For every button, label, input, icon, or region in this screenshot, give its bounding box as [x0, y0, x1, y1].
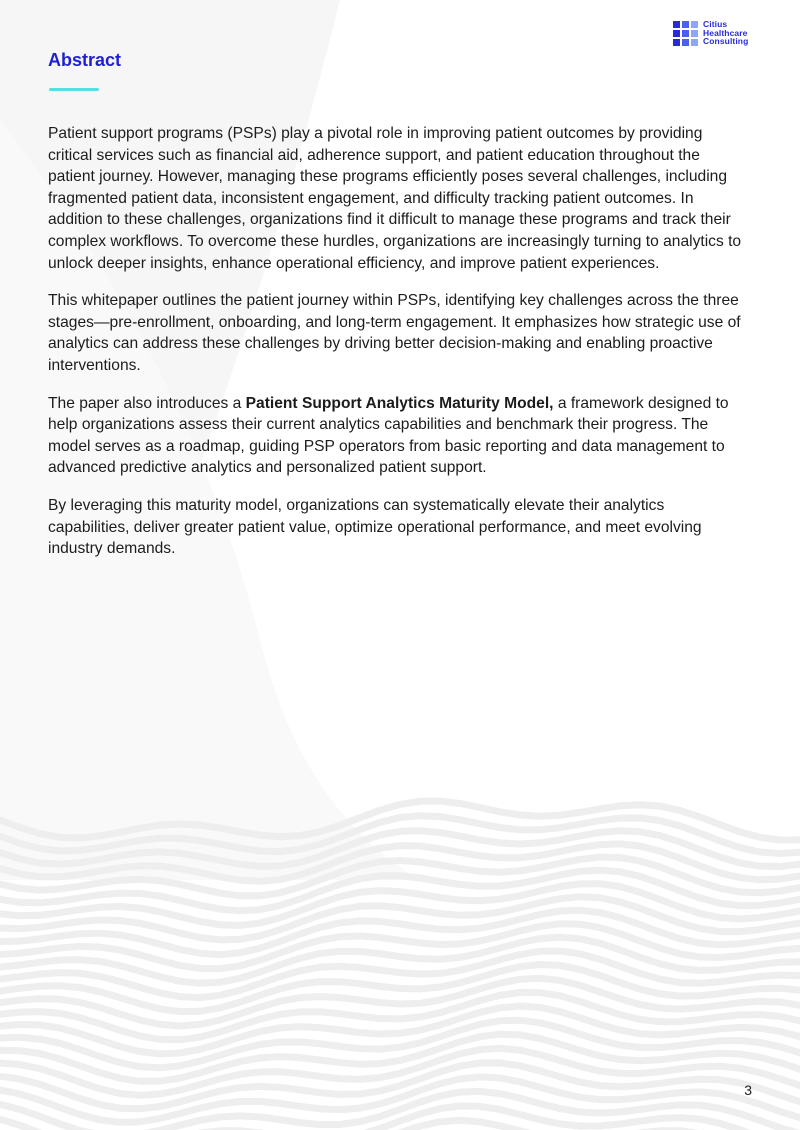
page-number: 3 [744, 1082, 752, 1098]
background-wave-line [0, 937, 800, 983]
logo-wordmark: Citius Healthcare Consulting [703, 19, 749, 47]
background-wave-line [0, 924, 800, 969]
paragraph-2: This whitepaper outlines the patient journey within PSPs, identifying key challenges across the three stages—pre-enrollment, onboarding, and long-term engagement. It emphasizes how strategic use of analytics can address these challenges by driving better decision-making and enabling proactive interventions. [48, 292, 741, 374]
heading-accent-rule [49, 88, 99, 91]
maturity-model-name: Patient Support Analytics Maturity Model, [245, 394, 554, 412]
company-logo [673, 20, 748, 46]
section-heading: Abstract [48, 50, 122, 70]
logo-squares-icon [673, 21, 698, 46]
paragraph-4: By leveraging this maturity model, organizations can systematically elevate their analytics capabilities, deliver greater patient value, optimize operational performance, and meet evolving industry demands. [48, 496, 702, 558]
paragraph-1: Patient support programs (PSPs) play a pivotal role in improving patient outcomes by providing critical services such as financial aid, adherence support, and patient education throughout the patient journey. However, managing these programs efficiently poses several challenges, including fragmented patient data, inconsistent engagement, and difficulty tracking patient outcomes. In addition to these challenges, organizations find it difficult to manage these programs and track their complex workflows. To overcome these hurdles, organizations are increasingly turning to analytics to unlock deeper insights, enhance operational efficiency, and improve patient experiences. [48, 125, 742, 272]
paragraph-3-rest: a framework designed to help organizations assess their current analytics capabilities and benchmark their progress. The model serves as a roadmap, guiding PSP operators from basic reporting and data management to advanced predictive analytics and personalized patient support. [48, 394, 729, 477]
abstract-body [48, 123, 748, 576]
paragraph-3-intro: The paper also introduces a [48, 394, 246, 412]
paragraph-3 [48, 393, 748, 479]
